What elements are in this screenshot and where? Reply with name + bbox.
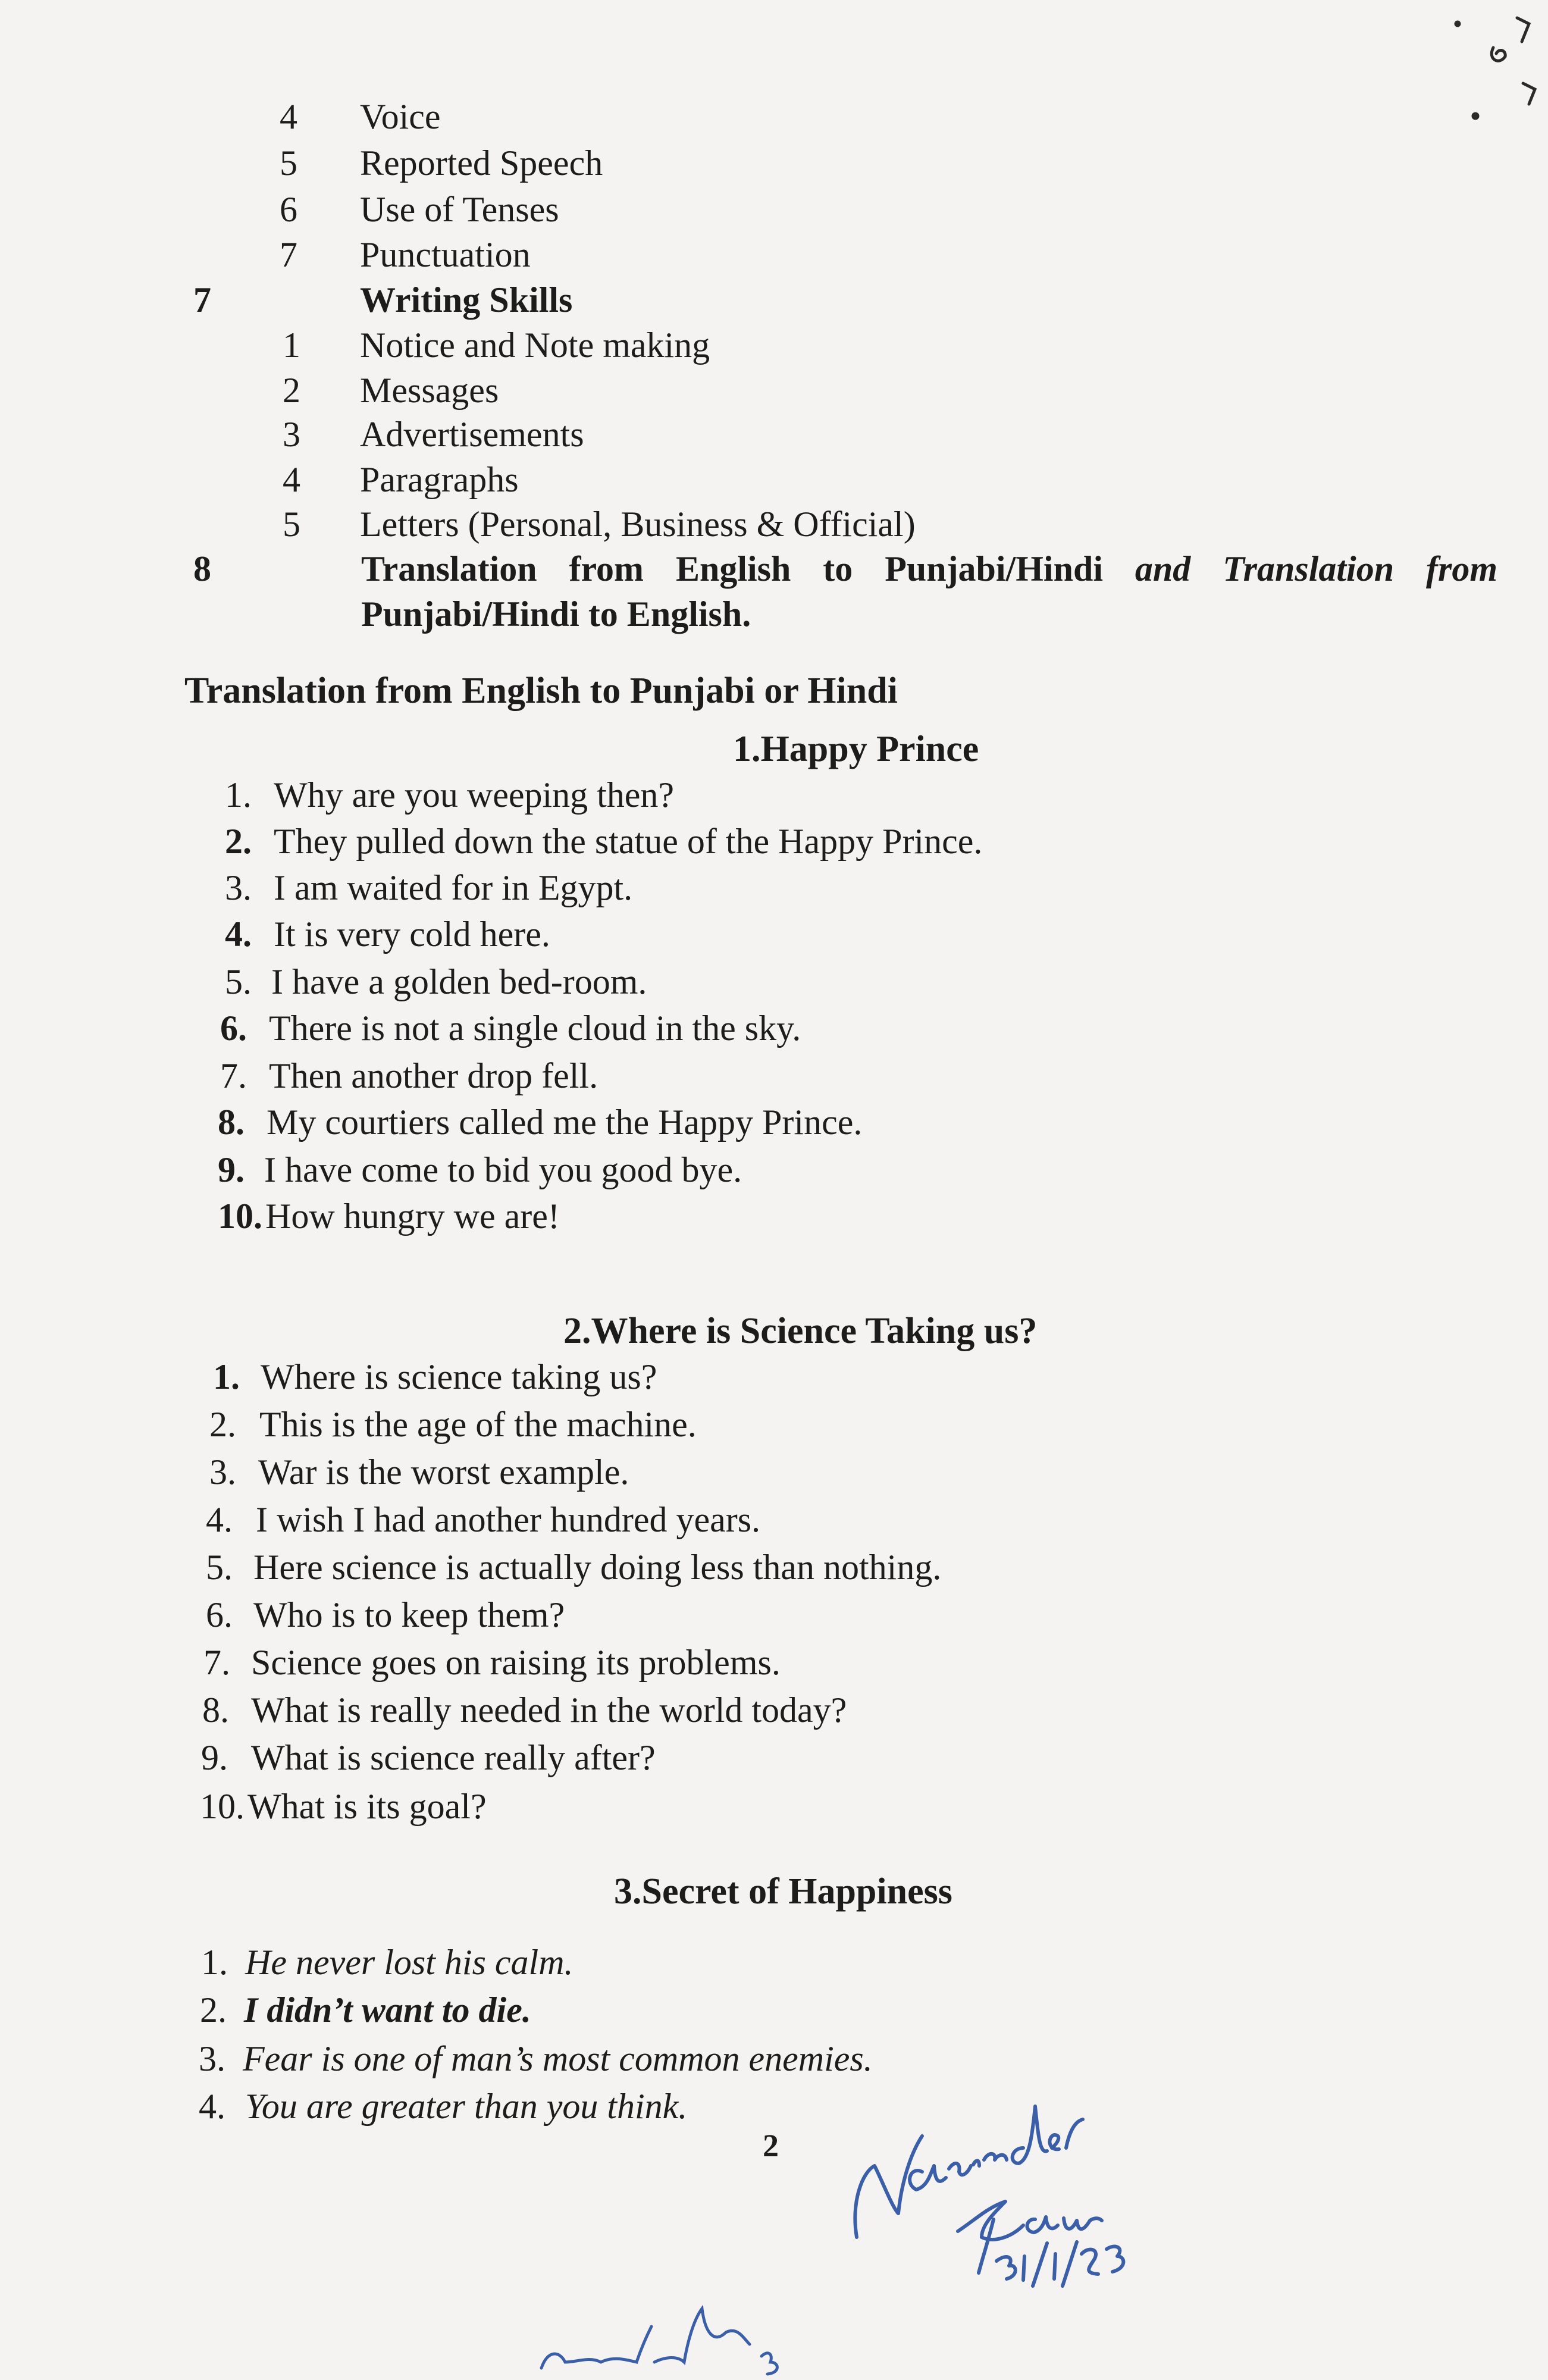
list-item-number: 5. (206, 1548, 233, 1587)
grammar-item-number: 4 (280, 97, 297, 136)
title-word: English (675, 549, 791, 588)
list-item-number: 9. (201, 1738, 228, 1777)
grammar-item-text: Punctuation (360, 235, 531, 274)
grammar-item-text: Reported Speech (360, 143, 603, 183)
chapter-title: 1.Happy Prince (733, 729, 979, 769)
list-item: Why are you weeping then? (274, 775, 675, 815)
title-word: to (823, 549, 853, 588)
list-item-number: 10. (218, 1197, 262, 1236)
list-item-number: 8. (218, 1103, 245, 1142)
list-item: Science goes on raising its problems. (251, 1643, 781, 1682)
list-item-number: 3. (199, 2039, 225, 2078)
title-word: Punjabi/Hindi (885, 549, 1104, 588)
section-title: Translation from English to Punjabi or Hindi (184, 671, 898, 711)
list-item-number: 2. (209, 1405, 236, 1444)
writing-item-text: Messages (360, 371, 499, 410)
list-item-number: 4. (206, 1500, 233, 1539)
title-word: from (1425, 549, 1497, 588)
writing-item-text: Paragraphs (360, 460, 519, 499)
writing-item-number: 2 (283, 371, 300, 410)
title-word: and (1135, 549, 1191, 588)
list-item: I am waited for in Egypt. (274, 868, 633, 907)
unit-title-continued: Punjabi/Hindi to English. (361, 594, 751, 634)
writing-item-number: 1 (283, 325, 300, 365)
writing-item-text: Letters (Personal, Business & Official) (360, 505, 916, 544)
list-item: Who is to keep them? (253, 1595, 565, 1634)
list-item: How hungry we are! (265, 1197, 560, 1236)
writing-item-number: 5 (283, 505, 300, 544)
list-item-number: 10. (200, 1787, 245, 1826)
list-item: He never lost his calm. (245, 1943, 574, 1982)
list-item: War is the worst example. (258, 1452, 629, 1492)
list-item-number: 8. (202, 1690, 229, 1730)
list-item: I have a golden bed-room. (271, 962, 647, 1001)
title-word: Translation (1223, 549, 1395, 588)
unit-title (361, 547, 1497, 590)
unit-number: 7 (193, 280, 211, 320)
grammar-item-number: 7 (280, 235, 297, 274)
list-item-number: 2. (200, 1990, 227, 2030)
list-item-number: 1. (201, 1943, 228, 1982)
writing-item-text: Advertisements (360, 415, 584, 454)
list-item-number: 3. (225, 868, 252, 907)
list-item: Here science is actually doing less than nothing. (253, 1548, 942, 1587)
list-item: What is really needed in the world today? (251, 1690, 847, 1730)
list-item-number: 1. (225, 775, 252, 815)
corner-marks (1440, 0, 1547, 131)
list-item: What is science really after? (251, 1738, 656, 1777)
list-item: I wish I had another hundred years. (256, 1500, 761, 1539)
grammar-item-number: 6 (280, 190, 297, 229)
list-item: You are greater than you think. (245, 2087, 688, 2126)
handwritten-signature (833, 2065, 1214, 2338)
writing-item-number: 4 (283, 460, 300, 499)
handwritten-mark (524, 2273, 857, 2380)
list-item-number: 5. (225, 962, 252, 1001)
list-item-number: 1. (213, 1357, 240, 1396)
title-word: Translation (361, 549, 537, 588)
list-item: I have come to bid you good bye. (264, 1150, 742, 1189)
writing-item-text: Notice and Note making (360, 325, 710, 365)
list-item-number: 4. (225, 915, 252, 954)
unit-number: 8 (193, 549, 211, 588)
list-item-number: 7. (203, 1643, 230, 1682)
list-item-number: 9. (218, 1150, 245, 1189)
list-item: What is its goal? (247, 1787, 487, 1826)
list-item: Then another drop fell. (269, 1056, 598, 1095)
list-item: I didn’t want to die. (244, 1990, 531, 2030)
title-word: from (569, 549, 644, 588)
grammar-item-number: 5 (280, 143, 297, 183)
list-item: This is the age of the machine. (259, 1405, 697, 1444)
list-item-number: 7. (220, 1056, 247, 1095)
list-item-number: 3. (209, 1452, 236, 1492)
grammar-item-text: Use of Tenses (360, 190, 559, 229)
list-item-number: 2. (225, 822, 252, 861)
list-item: It is very cold here. (274, 915, 550, 954)
unit-title: Writing Skills (360, 280, 573, 320)
list-item: They pulled down the statue of the Happy Prince. (274, 822, 983, 861)
writing-item-number: 3 (283, 415, 300, 454)
list-item: There is not a single cloud in the sky. (269, 1009, 801, 1048)
list-item: Fear is one of man’s most common enemies. (243, 2039, 873, 2078)
grammar-item-text: Voice (360, 97, 441, 136)
list-item: Where is science taking us? (261, 1357, 657, 1396)
chapter-title: 3.Secret of Happiness (614, 1871, 952, 1912)
page-number: 2 (763, 2128, 779, 2163)
chapter-title: 2.Where is Science Taking us? (563, 1311, 1038, 1351)
list-item-number: 6. (220, 1009, 247, 1048)
list-item-number: 4. (199, 2087, 225, 2126)
list-item-number: 6. (206, 1595, 233, 1634)
list-item: My courtiers called me the Happy Prince. (267, 1103, 863, 1142)
